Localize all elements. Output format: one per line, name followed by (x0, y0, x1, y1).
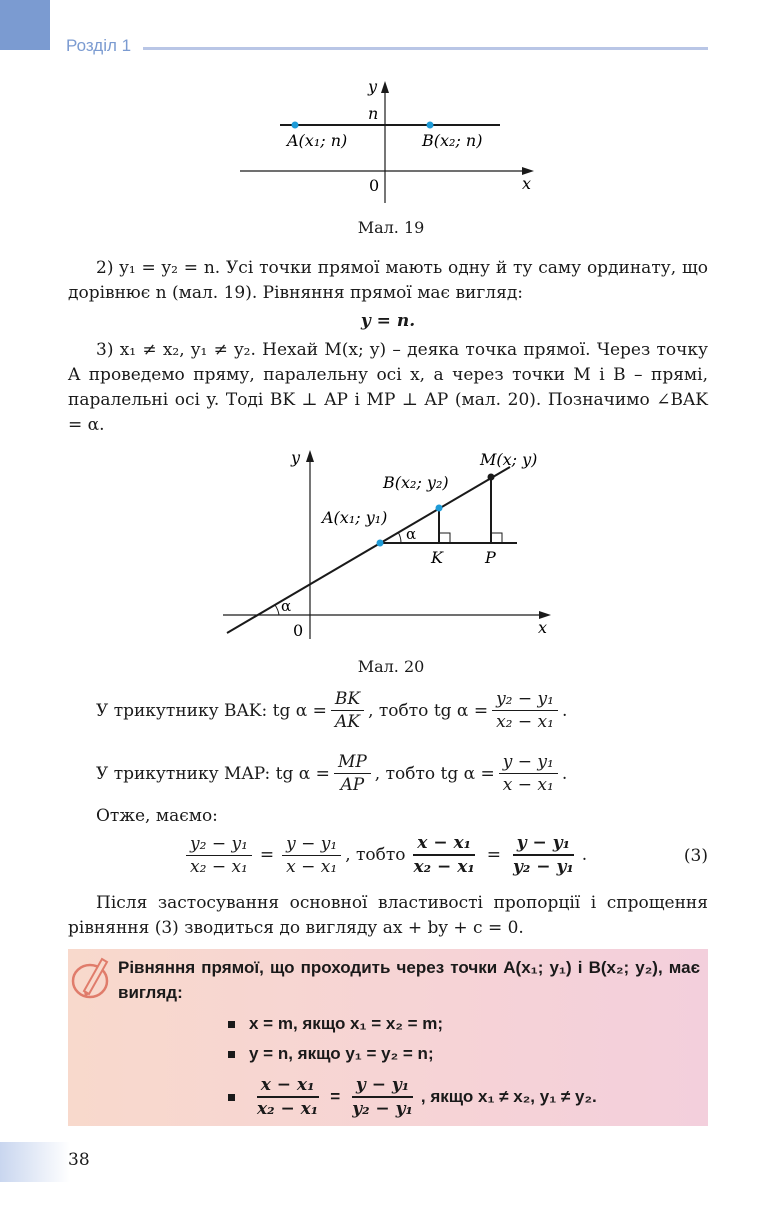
frac-denominator: y₂ − y₁ (352, 1099, 413, 1119)
fig20-a-label: A(x₁; y₁) (322, 508, 388, 527)
fig20-x-label: x (538, 618, 548, 637)
page-number-bar (0, 1142, 70, 1182)
case2-text: 2) y₁ = y₂ = n. Усі точки прямої мають одну й ту саму ординату, що дорівнює n (мал. 19). Рівняння прямої має вигляд: (68, 258, 708, 303)
triangle-bak-end: . (561, 700, 568, 721)
frac-denominator: y₂ − y₁ (513, 857, 574, 877)
fraction-slope-am (499, 751, 558, 796)
corner-tab (0, 0, 50, 50)
eq3-end: . (581, 845, 588, 865)
eq3-equals: = (259, 845, 275, 865)
eq3-fraction-3 (410, 832, 479, 878)
rule-bullets (228, 1009, 597, 1125)
triangle-map-end: . (561, 763, 568, 784)
fig20-point-a (377, 540, 384, 547)
frac-numerator: y − y₁ (352, 1074, 413, 1098)
frac-denominator: x − x₁ (286, 856, 338, 877)
eq3-fraction-1 (186, 833, 252, 878)
fig20-y-arrow (306, 450, 314, 462)
fig20-m-label: M(x; y) (480, 450, 538, 469)
fig20-right-angle-k (439, 533, 450, 543)
fig20-origin: 0 (293, 621, 304, 640)
figure-20 (215, 445, 565, 645)
fig19-a-label: A(x₁; n) (287, 131, 348, 150)
therefore-text: Отже, маємо: (96, 806, 218, 826)
fig20-right-angle-p (491, 533, 502, 543)
fig20-main-line (227, 467, 510, 633)
eq3-fraction-4 (509, 832, 578, 878)
header-rule (143, 47, 708, 50)
equation-3 (182, 832, 587, 878)
fig19-n-label: n (368, 104, 379, 123)
frac-denominator: AK (335, 712, 360, 732)
fig20-alpha-origin: α (281, 597, 292, 615)
frac-numerator: y − y₁ (282, 833, 341, 856)
fig20-y-label: y (291, 448, 301, 467)
triangle-map-prefix: У трикутнику MAP: tg α = (96, 763, 330, 784)
triangle-bak-line (96, 688, 567, 733)
equation-number: (3) (683, 846, 708, 866)
frac-numerator: y − y₁ (513, 832, 574, 856)
frac-denominator: x₂ − x₁ (413, 857, 475, 877)
frac-numerator: MP (334, 751, 371, 774)
fig19-origin: 0 (369, 176, 380, 195)
fig19-x-label: x (522, 174, 532, 193)
fig20-k-label: K (431, 548, 443, 567)
pencil-icon (70, 953, 112, 1001)
section-label: Розділ 1 (66, 36, 132, 55)
fraction-mp-ap (334, 751, 371, 796)
bullet-icon (228, 1094, 235, 1101)
triangle-bak-mid: , тобто tg α = (368, 700, 489, 721)
rule-bullet-1 (228, 1009, 597, 1039)
fig20-point-b (436, 505, 443, 512)
page-number: 38 (68, 1150, 90, 1170)
frac-numerator: y − y₁ (499, 751, 558, 774)
frac-denominator: x₂ − x₁ (190, 856, 248, 877)
fig20-b-label: B(x₂; y₂) (383, 473, 449, 492)
fig19-y-label: y (368, 77, 378, 96)
rule-bullet-3-tail: , якщо x₁ ≠ x₂, y₁ ≠ y₂. (420, 1087, 597, 1106)
figure-19 (230, 75, 550, 210)
case2-equation: y = n. (360, 311, 416, 331)
triangle-map-mid: , тобто tg α = (374, 763, 495, 784)
rule-bullet-2-text: y = n, якщо y₁ = y₂ = n; (249, 1044, 434, 1063)
frac-numerator: x − x₁ (413, 832, 475, 856)
rule-bullet-2 (228, 1039, 597, 1069)
frac-numerator: y₂ − y₁ (492, 688, 558, 711)
frac-denominator: AP (340, 775, 365, 795)
fig19-y-arrow (381, 81, 389, 93)
rule-fraction-2 (348, 1074, 417, 1120)
fig20-alpha-a: α (406, 525, 417, 543)
rule-text: Рівняння прямої, що проходить через точки A(x₁; y₁) і B(x₂; y₂), має вигляд: (118, 958, 700, 1002)
fig20-point-m (488, 474, 495, 481)
rule-box (68, 949, 708, 1126)
frac-denominator: x − x₁ (502, 775, 554, 795)
fig20-caption: Мал. 20 (357, 657, 425, 676)
rule-bullet-1-text: x = m, якщо x₁ = x₂ = m; (249, 1014, 444, 1033)
fig19-point-b (427, 122, 434, 129)
frac-numerator: BK (331, 688, 364, 711)
triangle-bak-prefix: У трикутнику BAK: tg α = (96, 700, 327, 721)
fig19-point-a (292, 122, 299, 129)
fig20-angle-arc-a (398, 532, 401, 543)
rule-fraction-1 (253, 1074, 322, 1120)
eq3-equals-2: = (486, 845, 502, 865)
eq3-fraction-2 (282, 833, 341, 878)
case3-text: 3) x₁ ≠ x₂, y₁ ≠ y₂. Нехай M(x; y) – деяка точка прямої. Через точку A проведемо пряму, паралельну осі x, а через точки M і B – прямі, паралельні осі y. Тоді BK ⊥ AP і MP ⊥ AP (мал. 20). Позначимо ∠BAK = α. (68, 340, 708, 435)
frac-numerator: y₂ − y₁ (186, 833, 252, 856)
after-text: Після застосування основної властивості пропорції і спрощення рівняння (3) зводиться до вигляду ax + by + c = 0. (68, 893, 708, 938)
fig20-angle-arc-origin (275, 605, 279, 615)
frac-denominator: x₂ − x₁ (257, 1099, 319, 1119)
bullet-icon (228, 1021, 235, 1028)
fraction-slope-ab (492, 688, 558, 733)
triangle-map-line (96, 751, 567, 796)
frac-numerator: x − x₁ (257, 1074, 319, 1098)
fig20-p-label: P (485, 548, 496, 567)
bullet-icon (228, 1051, 235, 1058)
fig19-caption: Мал. 19 (357, 218, 425, 237)
rule-equals: = (330, 1087, 341, 1106)
fig19-b-label: B(x₂; n) (422, 131, 483, 150)
rule-bullet-3 (228, 1069, 597, 1125)
fraction-bk-ak (331, 688, 364, 733)
eq3-mid: , тобто (345, 845, 406, 865)
frac-denominator: x₂ − x₁ (496, 712, 554, 732)
